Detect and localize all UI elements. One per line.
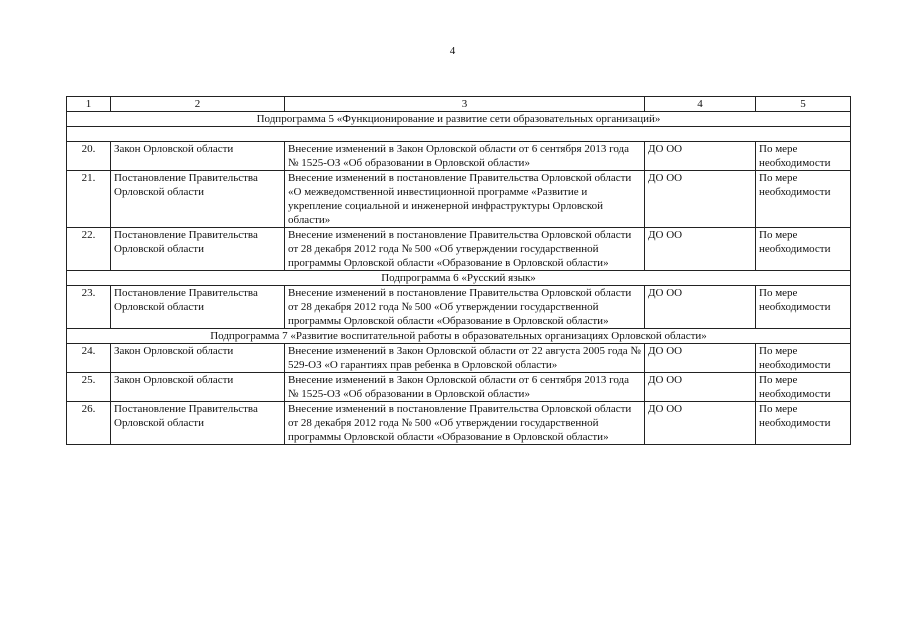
executor: ДО ОО [645,171,756,228]
column-header: 1 [67,97,111,112]
column-header: 4 [645,97,756,112]
document-content: Внесение изменений в постановление Правительства Орловской области от 28 декабря 2012 года № 500 «Об утверждении государственной программы Орловской области «Образование в Орловской области» [285,228,645,271]
deadline: По мере необходимости [756,228,851,271]
row-number: 26. [67,402,111,445]
executor: ДО ОО [645,142,756,171]
table-row [67,286,851,329]
section-heading-row [67,329,851,344]
column-number-row [67,97,851,112]
document-content: Внесение изменений в постановление Правительства Орловской области «О межведомственной инвестиционной программе «Развитие и укрепление социальной и инженерной инфраструктуры Орловской области» [285,171,645,228]
executor: ДО ОО [645,228,756,271]
table-row [67,142,851,171]
deadline: По мере необходимости [756,344,851,373]
column-header: 2 [111,97,285,112]
row-number: 25. [67,373,111,402]
executor: ДО ОО [645,402,756,445]
document-content: Внесение изменений в Закон Орловской области от 6 сентября 2013 года № 1525-ОЗ «Об образовании в Орловской области» [285,142,645,171]
deadline: По мере необходимости [756,142,851,171]
spacer-row [67,127,851,142]
executor: ДО ОО [645,373,756,402]
row-number: 23. [67,286,111,329]
table-row [67,171,851,228]
document-type: Закон Орловской области [111,373,285,402]
executor: ДО ОО [645,286,756,329]
deadline: По мере необходимости [756,402,851,445]
document-content: Внесение изменений в постановление Правительства Орловской области от 28 декабря 2012 года № 500 «Об утверждении государственной программы Орловской области «Образование в Орловской области» [285,402,645,445]
legal-acts-table [66,96,851,445]
deadline: По мере необходимости [756,171,851,228]
document-type: Постановление Правительства Орловской области [111,286,285,329]
document-type: Постановление Правительства Орловской области [111,402,285,445]
deadline: По мере необходимости [756,373,851,402]
document-type: Закон Орловской области [111,344,285,373]
row-number: 20. [67,142,111,171]
column-header: 5 [756,97,851,112]
document-content: Внесение изменений в Закон Орловской области от 6 сентября 2013 года № 1525-ОЗ «Об образовании в Орловской области» [285,373,645,402]
document-type: Постановление Правительства Орловской области [111,171,285,228]
column-header: 3 [285,97,645,112]
deadline: По мере необходимости [756,286,851,329]
row-number: 22. [67,228,111,271]
row-number: 21. [67,171,111,228]
table-row [67,373,851,402]
document-content: Внесение изменений в Закон Орловской области от 22 августа 2005 года № 529-ОЗ «О гарантиях прав ребенка в Орловской области» [285,344,645,373]
table-row [67,228,851,271]
section-title: Подпрограмма 7 «Развитие воспитательной работы в образовательных организациях Орловской области» [67,329,851,344]
document-type: Закон Орловской области [111,142,285,171]
table-row [67,344,851,373]
page-number: 4 [449,45,456,57]
section-title: Подпрограмма 5 «Функционирование и развитие сети образовательных организаций» [67,112,851,127]
table-row [67,402,851,445]
empty-cell [67,127,851,142]
document-content: Внесение изменений в постановление Правительства Орловской области от 28 декабря 2012 года № 500 «Об утверждении государственной программы Орловской области «Образование в Орловской области» [285,286,645,329]
document-type: Постановление Правительства Орловской области [111,228,285,271]
executor: ДО ОО [645,344,756,373]
section-heading-row [67,271,851,286]
section-heading-row [67,112,851,127]
row-number: 24. [67,344,111,373]
section-title: Подпрограмма 6 «Русский язык» [67,271,851,286]
